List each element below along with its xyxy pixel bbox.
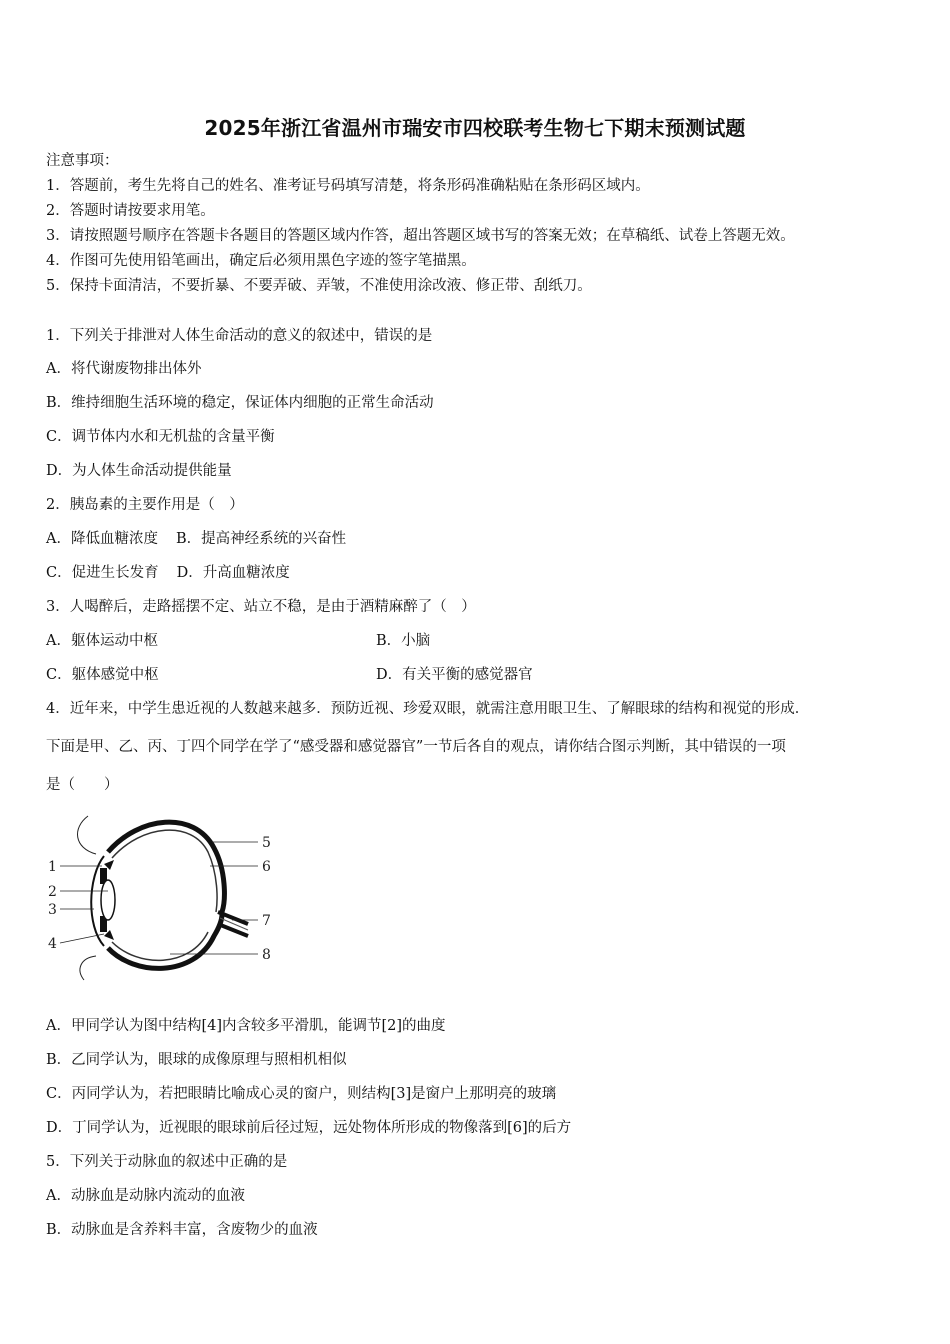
question-3-option-d: D．有关平衡的感觉器官 — [376, 667, 533, 683]
notice-heading: 注意事项： — [46, 153, 119, 169]
question-2-stem: 2．胰岛素的主要作用是（ ） — [46, 497, 244, 513]
notice-item: 5．保持卡面清洁，不要折暴、不要弄破、弄皱，不准使用涂改液、修正带、刮纸刀。 — [46, 278, 592, 294]
question-4-option-c: C．丙同学认为，若把眼睛比喻成心灵的窗户，则结构[3]是窗户上那明亮的玻璃 — [46, 1086, 557, 1102]
notice-item: 3．请按照题号顺序在答题卡各题目的答题区域内作答，超出答题区域书写的答案无效；在草稿纸、试卷上答题无效。 — [46, 228, 795, 244]
figure-label-4: 4 — [48, 936, 57, 952]
question-2-option-b: B．提高神经系统的兴奋性 — [175, 531, 347, 547]
figure-label-7: 7 — [262, 913, 271, 929]
question-5-option-b: B．动脉血是含养料丰富，含废物少的血液 — [46, 1222, 318, 1238]
question-3-option-a: A．躯体运动中枢 — [46, 633, 158, 649]
question-1-option-d: D．为人体生命活动提供能量 — [46, 463, 232, 479]
question-4-option-a: A．甲同学认为图中结构[4]内含较多平滑肌，能调节[2]的曲度 — [46, 1018, 446, 1034]
figure-label-8: 8 — [262, 947, 271, 963]
question-3-option-c: C．躯体感觉中枢 — [46, 667, 159, 683]
question-3-option-b: B．小脑 — [376, 633, 431, 649]
question-4-stem-line-3: 是（ ） — [46, 777, 119, 793]
question-1-option-b: B．维持细胞生活环境的稳定，保证体内细胞的正常生命活动 — [46, 395, 434, 411]
question-1-option-a: A．将代谢废物排出体外 — [46, 361, 202, 377]
question-4-option-b: B．乙同学认为，眼球的成像原理与照相机相似 — [46, 1052, 347, 1068]
question-2-option-c: C．促进生长发育 — [46, 565, 159, 581]
question-2-option-a: A．降低血糖浓度 — [46, 531, 158, 547]
page-title: 2025年浙江省温州市瑞安市四校联考生物七下期末预测试题 — [204, 116, 746, 140]
question-3-stem: 3．人喝醉后，走路摇摆不定、站立不稳，是由于酒精麻醉了（ ） — [46, 599, 476, 615]
eye-structure-diagram — [44, 808, 284, 988]
notice-item: 2．答题时请按要求用笔。 — [46, 203, 215, 219]
figure-label-2: 2 — [48, 884, 57, 900]
question-4-option-d: D．丁同学认为，近视眼的眼球前后径过短，远处物体所形成的物像落到[6]的后方 — [46, 1120, 572, 1136]
question-2-options-row-2 — [46, 563, 290, 583]
question-5-stem: 5．下列关于动脉血的叙述中正确的是 — [46, 1154, 288, 1170]
question-1-stem: 1．下列关于排泄对人体生命活动的意义的叙述中，错误的是 — [46, 328, 433, 344]
question-5-option-a: A．动脉血是动脉内流动的血液 — [46, 1188, 245, 1204]
question-4-stem-line-1: 4．近年来，中学生患近视的人数越来越多．预防近视、珍爱双眼，就需注意用眼卫生、了解眼球的结构和视觉的形成． — [46, 701, 810, 717]
question-2-options-row-1 — [46, 529, 346, 549]
figure-label-5: 5 — [262, 835, 271, 851]
figure-label-3: 3 — [48, 902, 57, 918]
question-2-option-d: D．升高血糖浓度 — [176, 565, 290, 581]
notice-item: 4．作图可先使用铅笔画出，确定后必须用黑色字迹的签字笔描黑。 — [46, 253, 476, 269]
notice-item: 1．答题前，考生先将自己的姓名、准考证号码填写清楚，将条形码准确粘贴在条形码区域内。 — [46, 178, 650, 194]
figure-label-6: 6 — [262, 859, 271, 875]
question-4-stem-line-2: 下面是甲、乙、丙、丁四个同学在学了“感受器和感觉器官”一节后各自的观点，请你结合图示判断，其中错误的一项 — [46, 739, 786, 755]
figure-label-1: 1 — [48, 859, 57, 875]
question-1-option-c: C．调节体内水和无机盐的含量平衡 — [46, 429, 275, 445]
